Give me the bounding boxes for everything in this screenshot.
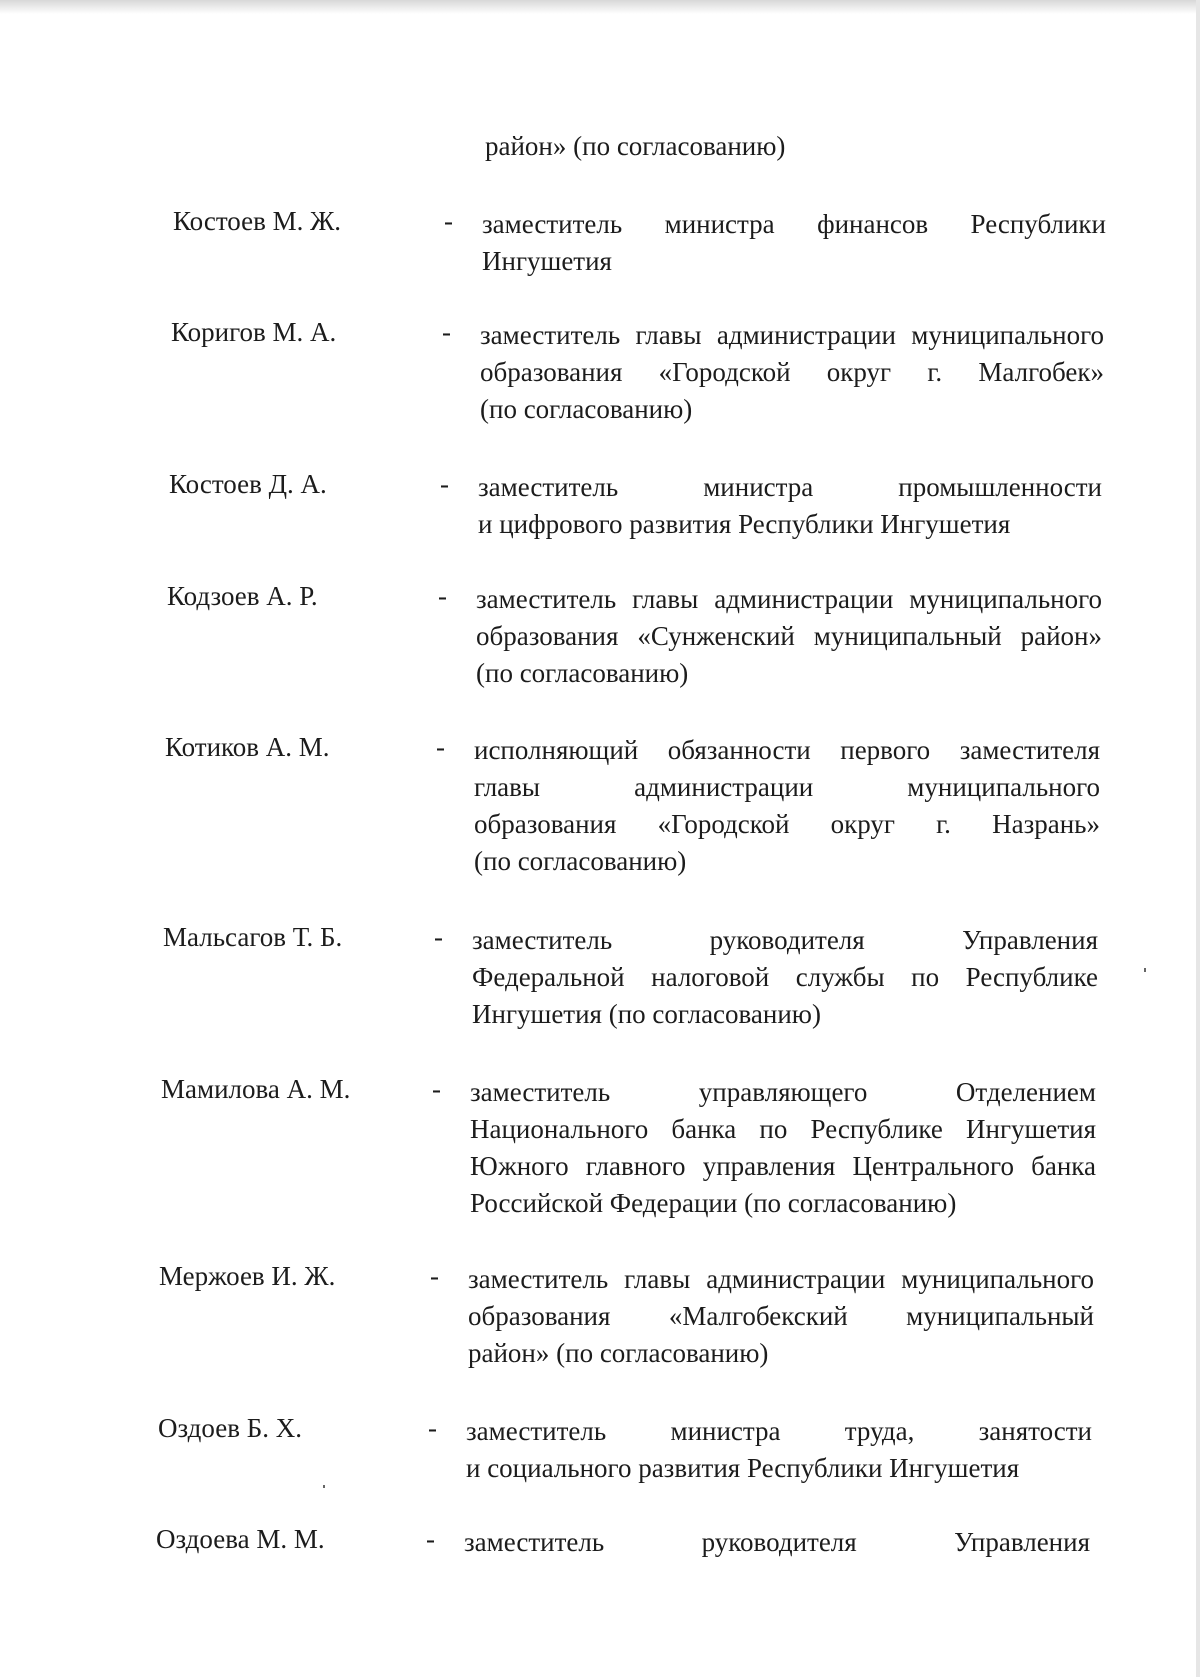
member-name: Оздоева М. М. (156, 1524, 325, 1554)
member-name: Коригов М. А. (171, 317, 337, 347)
list-item (0, 729, 1200, 876)
dash-separator: - (444, 206, 453, 236)
dash-separator: - (428, 1413, 437, 1443)
member-position (478, 469, 1102, 543)
dash-separator: - (432, 1074, 441, 1104)
position-line: Ингушетия (по согласованию) (472, 999, 821, 1029)
position-line: образования «Сунженский муниципальный район» (476, 621, 1102, 651)
position-line: заместитель главы администрации муниципального (480, 320, 1104, 350)
scan-top-shadow (0, 0, 1200, 14)
member-name: Мамилова А. М. (161, 1074, 351, 1104)
member-name: Оздоев Б. Х. (158, 1413, 302, 1443)
position-line: образования «Городской округ г. Назрань» (474, 809, 1100, 839)
position-line: и социального развития Республики Ингушетия (466, 1453, 1020, 1483)
position-line: образования «Малгобекский муниципальный (468, 1301, 1094, 1331)
member-name: Мальсагов Т. Б. (163, 922, 343, 952)
position-line: заместитель министра финансов Республики (482, 209, 1106, 239)
position-line: исполняющий обязанности первого заместителя (474, 735, 1100, 765)
position-line: заместитель руководителя Управления (464, 1527, 1090, 1557)
position-line: заместитель министра промышленности (478, 472, 1102, 502)
list-item (0, 1071, 1200, 1218)
position-line: Российской Федерации (по согласованию) (470, 1188, 957, 1218)
position-line: Федеральной налоговой службы по Республике (472, 962, 1098, 992)
list-item (0, 578, 1200, 688)
scan-right-edge (1196, 0, 1200, 1677)
position-line: район» (по согласованию) (468, 1338, 769, 1368)
list-item (0, 919, 1200, 1029)
position-line: заместитель управляющего Отделением (470, 1077, 1096, 1107)
member-position (482, 206, 1106, 280)
member-position (472, 922, 1098, 1033)
scan-speck (323, 1485, 325, 1488)
position-line: образования «Городской округ г. Малгобек» (480, 357, 1104, 387)
member-position (474, 732, 1100, 880)
member-position (464, 1524, 1090, 1561)
dash-separator: - (438, 581, 447, 611)
member-name: Костоев Д. А. (169, 469, 327, 499)
position-line: заместитель главы администрации муниципального (476, 584, 1102, 614)
scan-speck (1144, 968, 1146, 972)
list-item (0, 203, 1200, 276)
position-line: заместитель руководителя Управления (472, 925, 1098, 955)
position-line: и цифрового развития Республики Ингушетия (478, 509, 1011, 539)
member-position (480, 317, 1104, 428)
member-position (470, 1074, 1096, 1222)
list-item (0, 466, 1200, 539)
dash-separator: - (442, 317, 451, 347)
member-position (466, 1413, 1092, 1487)
member-name: Котиков А. М. (165, 732, 330, 762)
position-line: главы администрации муниципального (474, 772, 1100, 802)
dash-separator: - (440, 469, 449, 499)
dash-separator: - (434, 922, 443, 952)
position-line: Южного главного управления Центрального банка (470, 1151, 1096, 1181)
member-name: Мержоев И. Ж. (159, 1261, 336, 1291)
position-line: (по согласованию) (474, 846, 687, 876)
list-item (0, 1410, 1200, 1483)
position-line: Ингушетия (482, 246, 612, 276)
member-name: Кодзоев А. Р. (167, 581, 318, 611)
list-item (0, 1258, 1200, 1368)
member-position (468, 1261, 1094, 1372)
list-item (0, 314, 1200, 424)
position-line: заместитель главы администрации муниципального (468, 1264, 1094, 1294)
position-line: Национального банка по Республике Ингушетия (470, 1114, 1096, 1144)
dash-separator: - (430, 1261, 439, 1291)
position-line: заместитель министра труда, занятости (466, 1416, 1092, 1446)
position-line: (по согласованию) (480, 394, 693, 424)
list-item (0, 1521, 1200, 1557)
member-name: Костоев М. Ж. (173, 206, 342, 236)
position-line: (по согласованию) (476, 658, 689, 688)
member-position (476, 581, 1102, 692)
continuation-text: район» (по согласованию) (485, 131, 786, 161)
dash-separator: - (436, 732, 445, 762)
dash-separator: - (426, 1524, 435, 1554)
